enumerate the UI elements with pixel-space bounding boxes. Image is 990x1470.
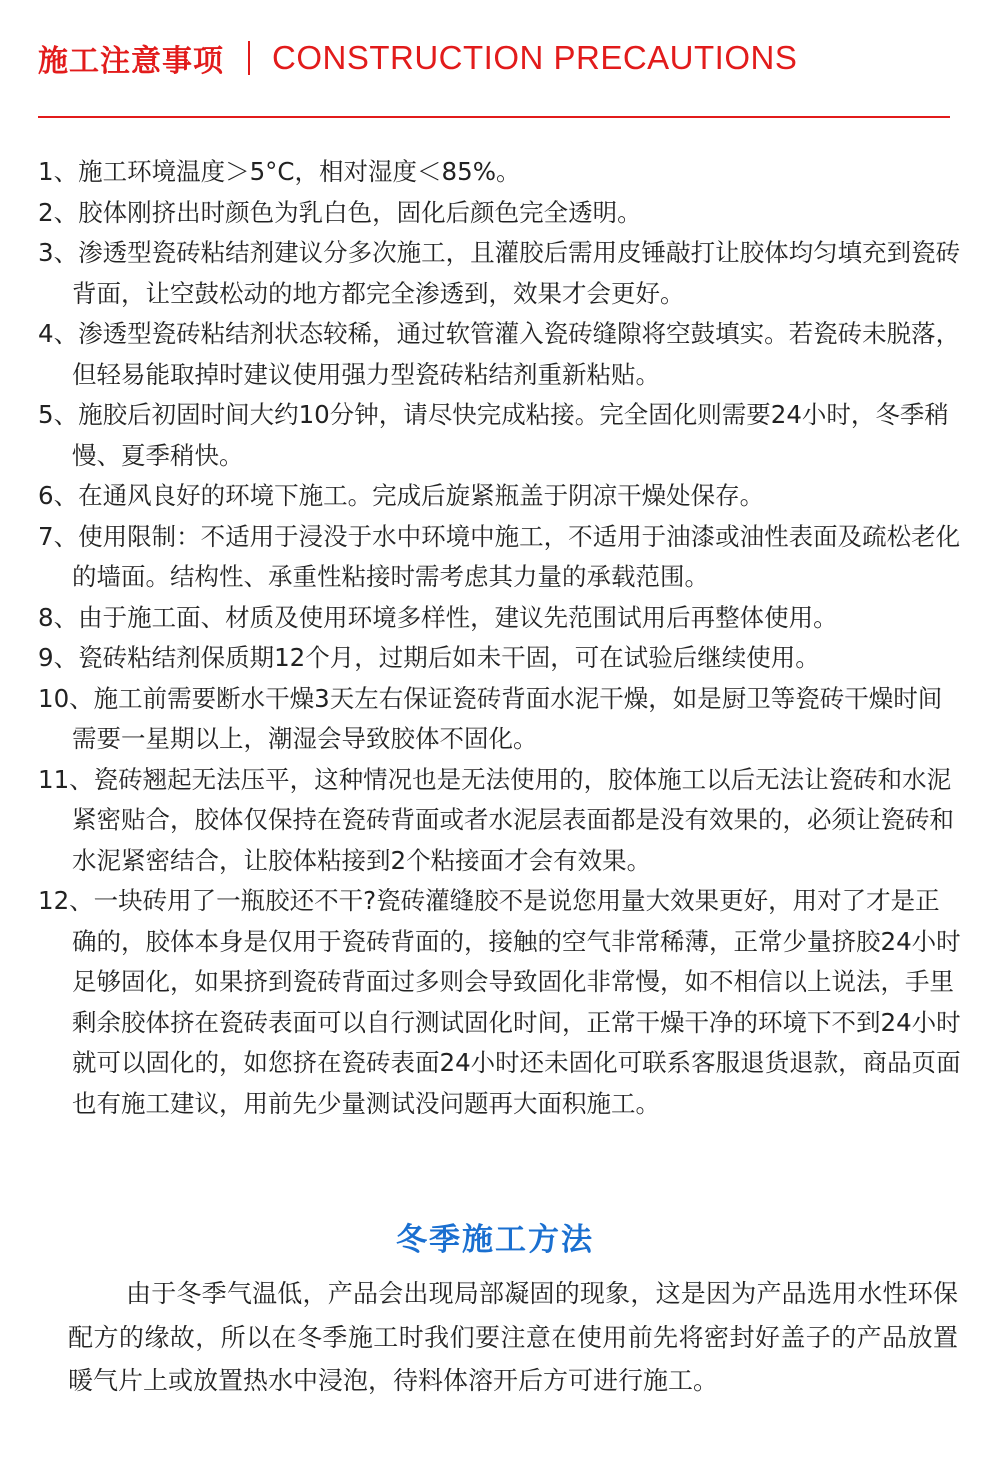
header-title-en: CONSTRUCTION PRECAUTIONS bbox=[272, 39, 798, 76]
precaution-item: 6、在通风良好的环境下施工。完成后旋紧瓶盖于阴凉干燥处保存。 bbox=[38, 481, 765, 510]
precaution-item: 1、施工环境温度＞5°C，相对湿度＜85%。 bbox=[38, 157, 521, 186]
precaution-item: 10、施工前需要断水干燥3天左右保证瓷砖背面水泥干燥，如是厨卫等瓷砖干燥时间需要一星期以上，潮湿会导致胶体不固化。 bbox=[38, 683, 943, 753]
section-header bbox=[38, 36, 797, 80]
precaution-item: 7、使用限制：不适用于浸没于水中环境中施工，不适用于油漆或油性表面及疏松老化的墙面。结构性、承重性粘接时需考虑其力量的承载范围。 bbox=[38, 521, 961, 591]
precaution-item: 4、渗透型瓷砖粘结剂状态较稀，通过软管灌入瓷砖缝隙将空鼓填实。若瓷砖未脱落，但轻易能取掉时建议使用强力型瓷砖粘结剂重新粘贴。 bbox=[38, 319, 961, 389]
precaution-item: 8、由于施工面、材质及使用环境多样性，建议先范围试用后再整体使用。 bbox=[38, 602, 838, 632]
header-title-cn: 施工注意事项 bbox=[38, 44, 224, 79]
precaution-item: 9、瓷砖粘结剂保质期12个月，过期后如未干固，可在试验后继续使用。 bbox=[38, 643, 820, 672]
precaution-item: 3、渗透型瓷砖粘结剂建议分多次施工，且灌胶后需用皮锤敲打让胶体均匀填充到瓷砖背面，让空鼓松动的地方都完全渗透到，效果才会更好。 bbox=[38, 238, 961, 308]
winter-section-body: 由于冬季气温低，产品会出现局部凝固的现象，这是因为产品选用水性环保配方的缘故，所以在冬季施工时我们要注意在使用前先将密封好盖子的产品放置暖气片上或放置热水中浸泡，待料体溶开后方可进行施工。 bbox=[68, 1279, 958, 1395]
winter-section-title: 冬季施工方法 bbox=[396, 1222, 594, 1258]
header-divider bbox=[248, 41, 250, 75]
precaution-item: 5、施胶后初固时间大约10分钟，请尽快完成粘接。完全固化则需要24小时，冬季稍慢、夏季稍快。 bbox=[38, 400, 949, 470]
header-rule bbox=[38, 116, 950, 118]
precaution-item: 11、瓷砖翘起无法压平，这种情况也是无法使用的，胶体施工以后无法让瓷砖和水泥紧密贴合，胶体仅保持在瓷砖背面或者水泥层表面都是没有效果的，必须让瓷砖和水泥紧密结合，让胶体粘接到2个粘接面才会有效果。 bbox=[38, 764, 954, 875]
precaution-item: 2、胶体刚挤出时颜色为乳白色，固化后颜色完全透明。 bbox=[38, 197, 642, 227]
precaution-item: 12、一块砖用了一瓶胶还不干?瓷砖灌缝胶不是说您用量大效果更好，用对了才是正确的，胶体本身是仅用于瓷砖背面的，接触的空气非常稀薄，正常少量挤胶24小时足够固化，如果挤到瓷砖背面过多则会导致固化非常慢，如不相信以上说法，手里剩余胶体挤在瓷砖表面可以自行测试固化时间，正常干燥干净的环境下不到24小时就可以固化的，如您挤在瓷砖表面24小时还未固化可联系客服退货退款，商品页面也有施工建议，用前先少量测试没问题再大面积施工。 bbox=[38, 886, 961, 1118]
precautions-list bbox=[38, 152, 963, 1124]
